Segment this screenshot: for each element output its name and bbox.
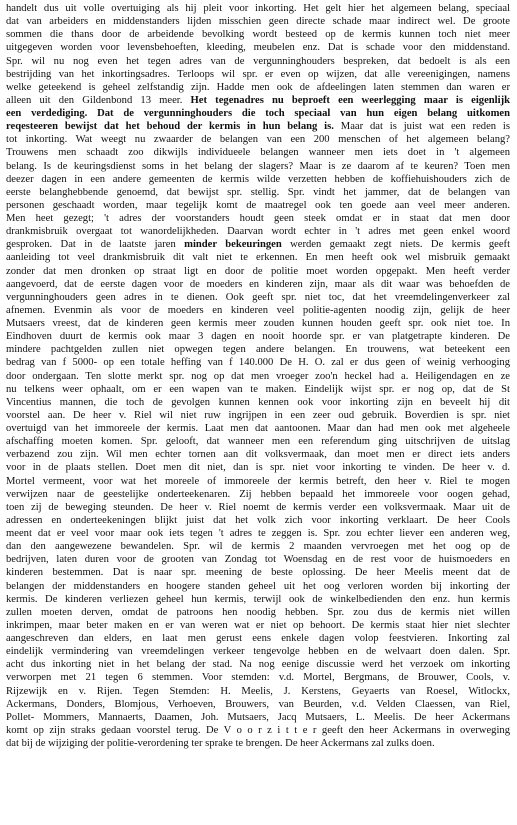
text-line: zonder dat men dronken op straat ligt en door de politie moet worden opgepakt. Men heeft verder <box>6 265 510 277</box>
text-line: voor in de plaats stellen. Doet men dit niet, dan is spr. niet voor inkorting te vinden. De heer v. d. <box>6 462 510 474</box>
text-line: voorstel aan. De heer v. Riel wil niet ruw ingrijpen in een zeer oud gebruik. Boverdien is spr. niet <box>6 409 510 421</box>
text-line: overtuigd van het immoreele der kermis. Laat men dat aantoonen. Maar dan had men ook met algeheele <box>6 423 510 434</box>
text-line: Eindhoven duurt de kermis ook maar 3 dagen en nooit hoorde spr. er van platgetrapte kinderen. De <box>6 331 510 343</box>
text-line: Trouwens men schaadt zoo dikwijls individueele belangen wanneer men iets doet in 't algemeen <box>6 147 510 159</box>
bold-text: reqesteeren bewijst dat het behoud der kermis in hun belang is. <box>6 121 334 133</box>
text-line: drankmisbruik overgaat tot wanordelijkheden. Daarvan wordt echter in 't adres met geen enkel woord <box>6 226 510 238</box>
text-line: dan den aangewezene bewandelen. Spr. wil de kermis 2 maanden vervroegen met het oog op de <box>6 541 510 553</box>
text-line: reqesteeren bewijst dat het behoud der kermis in hun belang is. Maar dat is juist wat een reden is <box>6 121 510 133</box>
text-line: acht dus inkorting niet in het belang der stad. Na nog eenige discussie werd het verzoek om inkorting <box>6 659 510 671</box>
text-line: alleen uit den Gildenbond 13 meer. Het tegenadres nu beproeft een weerlegging maar is eigenlijk <box>6 94 510 106</box>
text-line: aanleiding tot veel drankmisbruik dit valt niet te erkennen. En men heeft ook wel misbruik gemaakt <box>6 252 510 264</box>
text-line: inkrimpen, maar beter maken en er van weren wat er niet op behoort. De kermis staat hier niet slechter <box>6 619 510 631</box>
text-line: verworpen met 21 tegen 6 stemmen. Voor stemden: v.d. Mortel, Bergmans, de Brouwer, Cools, v. <box>6 672 510 684</box>
text-line: deezer dagen in een andere gemeenten de kermis wilde verzetten hebben de koffiehuishouders zich de <box>6 173 510 185</box>
text-line: tot inkorting. Wat weegt nu zwaarder de belangen van een 200 menschen of het algemeen belang? <box>6 134 510 146</box>
text-line: kermis. De kinderen verliezen geheel hun kermis, terwijl ook de winkelbedienden den enz. hun kermis <box>6 593 510 605</box>
text-line: Rijzewijk en v. Rijen. Tegen Stemden: H. Meelis, J. Kerstens, Geyaerts van Roesel, Witlockx, <box>6 685 510 697</box>
text-line: belang. Is de keuringsdienst soms in het belang der slagers? Maar is ze daarom af te keuren? Toen men <box>6 160 510 172</box>
text-line: meent dat er veel voor maar ook iets tegen 't adres te zeggen is. Spr. zou echter liever een anderen weg, <box>6 528 510 539</box>
text-line <box>6 107 510 120</box>
text-line: personen geschaadt worden, maar tegelijk komt de maatregel ook ten goede aan veel meer anderen. <box>6 199 510 211</box>
text-line: uitgegeven worden voor levensbehoeften, kleeding, meubelen enz. Dat is schade voor den middenstand. <box>6 42 510 54</box>
text-line: door ondergaan. Ten slotte merkt spr. nog op dat men vroeger zoo'n heckel had a. Heiligendagen en ze <box>6 370 510 382</box>
text-line: nu telkens weer ophaalt, om er een wapen van te maken. Eindelijk wijst spr. er nog op, dat de St <box>6 383 510 395</box>
text-line: belangen der middenstanders en hoogere standen geheel uit het oog verloren worden bij inkorting der <box>6 580 510 592</box>
text-line: verbazend zou zijn. Wil men echter tornen aan dit volksvermaak, dan moet men er direct iets anders <box>6 449 510 461</box>
text-line: vergunninghouders geen adres in te dienen. Ook geeft spr. niet toc, dat het vreemdelingenverkeer zal <box>6 291 510 303</box>
text-line: verwijzen naar de geestelijke onderteekenaren. Zij hebben bepaald het immoreele voor oogen gehad, <box>6 488 510 500</box>
text-line: adressen en onderteekeningen blijkt juist dat het volk zich voor inkorting verklaart. De heer Cools <box>6 514 510 526</box>
text-line: komt op zijn straks gedaan voorstel terug. De V o o r z i t t e r geeft den heer Ackermans in overweging <box>6 724 510 736</box>
text-line: welke geteekend is geheel zelfstandig zijn. Hadde men ook de afdeelingen laten stemmen dan waren er <box>6 81 510 93</box>
text-line: aangeschreven dan elders, en laat men gerust eens enkele dagen volop feestvieren. Inkorting zal <box>6 633 510 644</box>
text-line: Spr. wil nu nog even het tegen adres van de vergunninghouders bespreken, dat bedoelt is als een <box>6 55 510 67</box>
text-line: bestrijding van het inkortingsadres. Terloops wil spr. er even op wijzen, dat alle vereenigingen, namens <box>6 68 510 80</box>
bold-text: een verdediging. Dat de vergunninghouders die toch speciaal van hun eigen belang uitkomen <box>6 108 510 119</box>
text-line: mindere pachtgelden zullen niet opwegen tegen andere belangen. En trouwens, wat beteekent een <box>6 344 510 356</box>
text-line: Mutsaers vreest, dat de kinderen geen kermis meer zouden kunnen houden geeft spr. ook niet toe. In <box>6 318 510 329</box>
text-line: afschaffing moeten komen. Spr. gelooft, dat wanneer men een referendum ging uitschrijven de uitslag <box>6 436 510 448</box>
text-line: toen zij de beweging steunden. De heer v. Riel noemt de kermis verder een volksvermaak. Maar uit de <box>6 501 510 513</box>
text-line: eerste belanghebbende genoemd, dat bewijst spr. stellig. Spr. vindt het jammer, dat de belangen van <box>6 186 510 198</box>
text-line: afnemen. Evenmin als voor de moeders en kinderen veel politie-agenten noodig zijn, gelijk de heer <box>6 304 510 316</box>
text-line: kinderen bestemmen. Dat is naar spr. meening de beste oplossing. De heer Meelis meent dat de <box>6 567 510 579</box>
text-line: zullen moeten derven, omdat de patroons hen noodig hebben. Spr. zou dus de kermis niet willen <box>6 606 510 618</box>
text-line: Ackermans, Donders, Blomjous, Verhoeven, Brouwers, van Beurden, v.d. Velden Claessen, van Riel, <box>6 698 510 710</box>
text-line: Mortel vermeent, voor wat het moreele of immoreele der kermis betreft, den heer v. Riel te mogen <box>6 475 510 487</box>
text-line: dat bij de wijziging der politie-verordening ter sprake te brengen. De heer Ackermans zal zulks doen. <box>6 738 435 749</box>
text-line: bedrijven, laten duren voor de grooten van Zondag tot Woensdag en de rest voor de huismoeders en <box>6 554 510 566</box>
text-line: Vincentius mannen, die toch de gevolgen kunnen kennen ook voor inkorting zijn en beveelt hij dit <box>6 396 510 408</box>
text-line: aangevoerd, dat de eerste dagen voor de moeders en kinderen zijn, maar als dit waar was behoefden de <box>6 278 510 290</box>
text-line: sommen die thans door de arbeidende bevolking wordt besteed op de kermis kunnen toch niet meer <box>6 29 510 41</box>
text-line: bedrag van f 5000- op een totale heffing van f 140.000 De H. O. zal er dus geen of weinig verhooging <box>6 357 510 369</box>
text-line: Pollet- Mommers, Mannaerts, Daamen, Joh. Mutsaers, Jacq Mutsaers, L. Meelis. De heer Ackermans <box>6 711 510 723</box>
text-line: Men heet gezegt; 't adres der voorstanders houdt geen steek omdat er in staat dat men door <box>6 213 510 224</box>
text-line: handelt dus uit volle overtuiging als hij pleit voor inkorting. Het gelt hier het algemeen belang, speciaal <box>6 3 510 14</box>
bold-text: minder bekeuringen <box>184 239 282 251</box>
text-line: gesproken. Dat in de laatste jaren minder bekeuringen werden gemaakt zegt niets. De kermis geeft <box>6 239 510 251</box>
text-line: eindelijk vermindering van vreemdelingen verkeer tengevolge hebben en de welvaart doen dalen. Spr. <box>6 646 510 658</box>
bold-text: Het tegenadres nu beproeft een weerlegging maar is eigenlijk <box>190 94 510 106</box>
text-line: dat van arbeiders en middenstanders lijden misschien geen directe schade maar indirect wel. De groote <box>6 16 510 28</box>
